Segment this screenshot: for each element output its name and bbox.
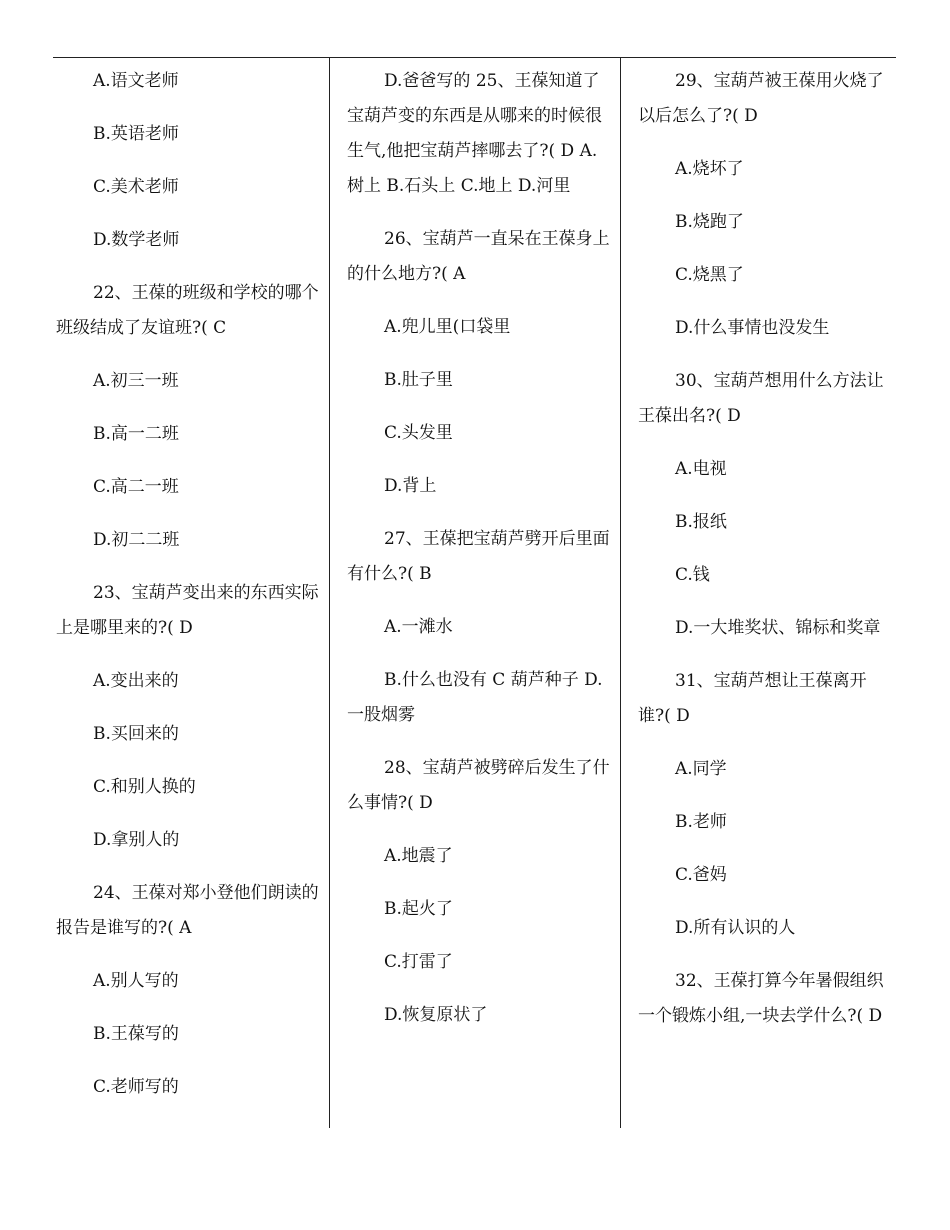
- paragraph: A.别人写的: [93, 971, 179, 991]
- paragraph: B.老师: [675, 812, 727, 832]
- paragraph: B.买回来的: [93, 724, 179, 744]
- paragraph: 30、宝葫芦想用什么方法让王葆出名?( D: [638, 371, 884, 426]
- paragraph: B.报纸: [675, 512, 727, 532]
- paragraph: A.语文老师: [93, 71, 179, 91]
- paragraph: C.打雷了: [384, 952, 453, 972]
- paragraph: 24、王葆对郑小登他们朗读的报告是谁写的?( A: [56, 883, 319, 938]
- paragraph: D.什么事情也没发生: [675, 318, 830, 338]
- paragraph: B.起火了: [384, 899, 453, 919]
- column-2: [347, 64, 613, 1051]
- paragraph: A.初三一班: [93, 371, 179, 391]
- paragraph: D.数学老师: [93, 230, 180, 250]
- paragraph: A.电视: [675, 459, 727, 479]
- paragraph: A.变出来的: [93, 671, 179, 691]
- paragraph: 22、王葆的班级和学校的哪个班级结成了友谊班?( C: [56, 283, 319, 338]
- paragraph: C.美术老师: [93, 177, 179, 197]
- paragraph: B.英语老师: [93, 124, 179, 144]
- paragraph: C.头发里: [384, 423, 453, 443]
- paragraph: D.所有认识的人: [675, 918, 796, 938]
- paragraph: C.高二一班: [93, 477, 179, 497]
- paragraph: 32、王葆打算今年暑假组织一个锻炼小组,一块去学什么?( D: [638, 971, 884, 1026]
- paragraph: C.钱: [675, 565, 710, 585]
- paragraph: A.一滩水: [384, 617, 453, 637]
- paragraph: B.肚子里: [384, 370, 453, 390]
- paragraph: D.一大堆奖状、锦标和奖章: [675, 618, 881, 638]
- paragraph: C.和别人换的: [93, 777, 196, 797]
- paragraph: D.初二二班: [93, 530, 180, 550]
- paragraph: B.王葆写的: [93, 1024, 179, 1044]
- paragraph: A.兜儿里(口袋里: [384, 317, 511, 337]
- paragraph: B.烧跑了: [675, 212, 744, 232]
- paragraph: 29、宝葫芦被王葆用火烧了以后怎么了?( D: [638, 71, 884, 126]
- paragraph: C.烧黑了: [675, 265, 744, 285]
- paragraph: D.拿别人的: [93, 830, 180, 850]
- paragraph: B.什么也没有 C 葫芦种子 D.一股烟雾: [347, 670, 603, 725]
- paragraph: C.老师写的: [93, 1077, 179, 1097]
- paragraph: 31、宝葫芦想让王葆离开谁?( D: [638, 671, 867, 726]
- paragraph: D.爸爸写的 25、王葆知道了宝葫芦变的东西是从哪来的时候很生气,他把宝葫芦摔哪去了?( D A.树上 B.石头上 C.地上 D.河里: [347, 71, 602, 196]
- column-3: [638, 64, 890, 1052]
- column-1: [56, 64, 324, 1123]
- paragraph: D.背上: [384, 476, 437, 496]
- paragraph: A.烧坏了: [675, 159, 744, 179]
- column-divider-2: [620, 58, 621, 1128]
- paragraph: 23、宝葫芦变出来的东西实际上是哪里来的?( D: [56, 583, 319, 638]
- paragraph: A.同学: [675, 759, 727, 779]
- paragraph: 26、宝葫芦一直呆在王葆身上的什么地方?( A: [347, 229, 610, 284]
- paragraph: C.爸妈: [675, 865, 727, 885]
- column-divider-1: [329, 58, 330, 1128]
- top-rule: [53, 57, 896, 58]
- paragraph: 27、王葆把宝葫芦劈开后里面有什么?( B: [347, 529, 610, 584]
- paragraph: 28、宝葫芦被劈碎后发生了什么事情?( D: [347, 758, 610, 813]
- paragraph: D.恢复原状了: [384, 1005, 488, 1025]
- paragraph: B.高一二班: [93, 424, 179, 444]
- paragraph: A.地震了: [384, 846, 453, 866]
